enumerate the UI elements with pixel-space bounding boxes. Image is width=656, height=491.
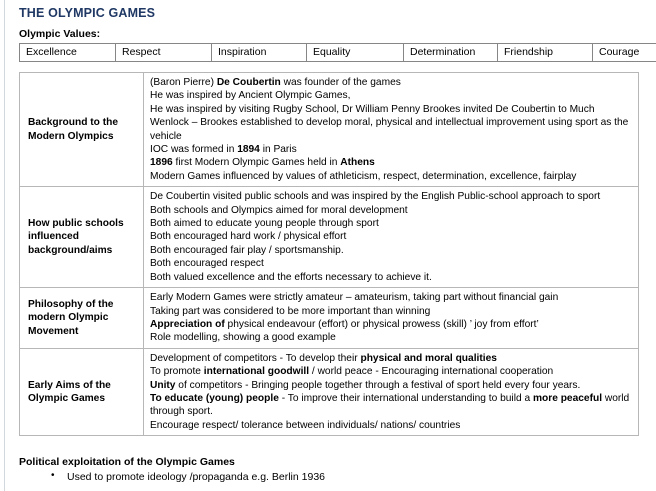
table-row-early-aims: [20, 348, 639, 435]
content-line: He was inspired by visiting Rugby School, Dr William Penny Brookes invited De Coubertin to Much Wenlock – Brookes established to develop moral, physical and intellectual improvement using sport as the vehicle: [150, 103, 629, 142]
table-row-philosophy: [20, 288, 639, 349]
content-table-body: [20, 73, 639, 436]
values-cell-courage: Courage: [593, 44, 656, 62]
content-line: Modern Games influenced by values of athleticism, respect, determination, excellence, fairplay: [150, 170, 577, 182]
content-line: Both schools and Olympics aimed for moral development: [150, 204, 408, 216]
row-label-public-schools: How public schools influenced background/aims: [20, 187, 144, 288]
content-line: Both encouraged hard work / physical effort: [150, 231, 347, 243]
values-cell-friendship: Friendship: [498, 44, 593, 62]
values-cell-excellence: Excellence: [20, 44, 116, 62]
content-line: Both encouraged respect: [150, 258, 264, 270]
content-line: Appreciation of physical endeavour (effort) or physical prowess (skill) ’ joy from effort’: [150, 318, 539, 330]
content-line: (Baron Pierre) De Coubertin was founder of the games: [150, 77, 401, 88]
content-line: Development of competitors - To develop their physical and moral qualities: [150, 352, 497, 364]
olympic-values-table: [19, 43, 656, 62]
political-exploitation-heading: Political exploitation of the Olympic Games: [19, 456, 235, 468]
page-title: THE OLYMPIC GAMES: [19, 6, 156, 20]
content-line: Role modelling, showing a good example: [150, 332, 336, 344]
content-line: Both aimed to educate young people through sport: [150, 218, 379, 230]
row-label-philosophy: Philosophy of the modern Olympic Movement: [20, 288, 144, 349]
content-line: To educate (young) people - To improve their international understanding to build a more peaceful world through sport.: [150, 392, 630, 418]
content-line: De Coubertin visited public schools and was inspired by the English Public-school approach to sport: [150, 191, 601, 203]
content-line: Both encouraged fair play / sportsmanship.: [150, 244, 344, 256]
content-line: Unity of competitors - Bringing people together through a festival of sport held every four years.: [150, 379, 581, 391]
page-margin-rule: [4, 0, 5, 491]
values-cell-respect: Respect: [116, 44, 212, 62]
values-cell-equality: Equality: [307, 44, 404, 62]
values-cell-inspiration: Inspiration: [212, 44, 307, 62]
content-line: IOC was formed in 1894 in Paris: [150, 144, 297, 156]
content-line: 1896 first Modern Olympic Games held in Athens: [150, 157, 375, 169]
table-row-public-schools: [20, 187, 639, 288]
olympic-games-content-table: [19, 72, 639, 436]
olympic-values-label: Olympic Values:: [19, 28, 101, 40]
row-body-background: [144, 73, 639, 187]
political-exploitation-list: [19, 470, 325, 484]
content-line: To promote international goodwill / world peace - Encouraging international cooperation: [150, 366, 554, 378]
row-body-early-aims: [144, 348, 639, 435]
table-row: [20, 44, 656, 62]
content-line: Encourage respect/ tolerance between individuals/ nations/ countries: [150, 419, 461, 431]
list-item: • Used to promote ideology /propaganda e.g. Berlin 1936: [67, 470, 325, 484]
content-line: Both valued excellence and the efforts necessary to achieve it.: [150, 271, 432, 283]
values-cell-determination: Determination: [404, 44, 498, 62]
content-line: He was inspired by Ancient Olympic Games,: [150, 90, 351, 102]
content-line: Taking part was considered to be more important than winning: [150, 305, 431, 317]
row-label-early-aims: Early Aims of the Olympic Games: [20, 348, 144, 435]
table-row-background: [20, 73, 639, 187]
content-line: Early Modern Games were strictly amateur – amateurism, taking part without financial gain: [150, 292, 559, 304]
row-body-public-schools: [144, 187, 639, 288]
row-body-philosophy: [144, 288, 639, 349]
row-label-background: Background to the Modern Olympics: [20, 73, 144, 187]
